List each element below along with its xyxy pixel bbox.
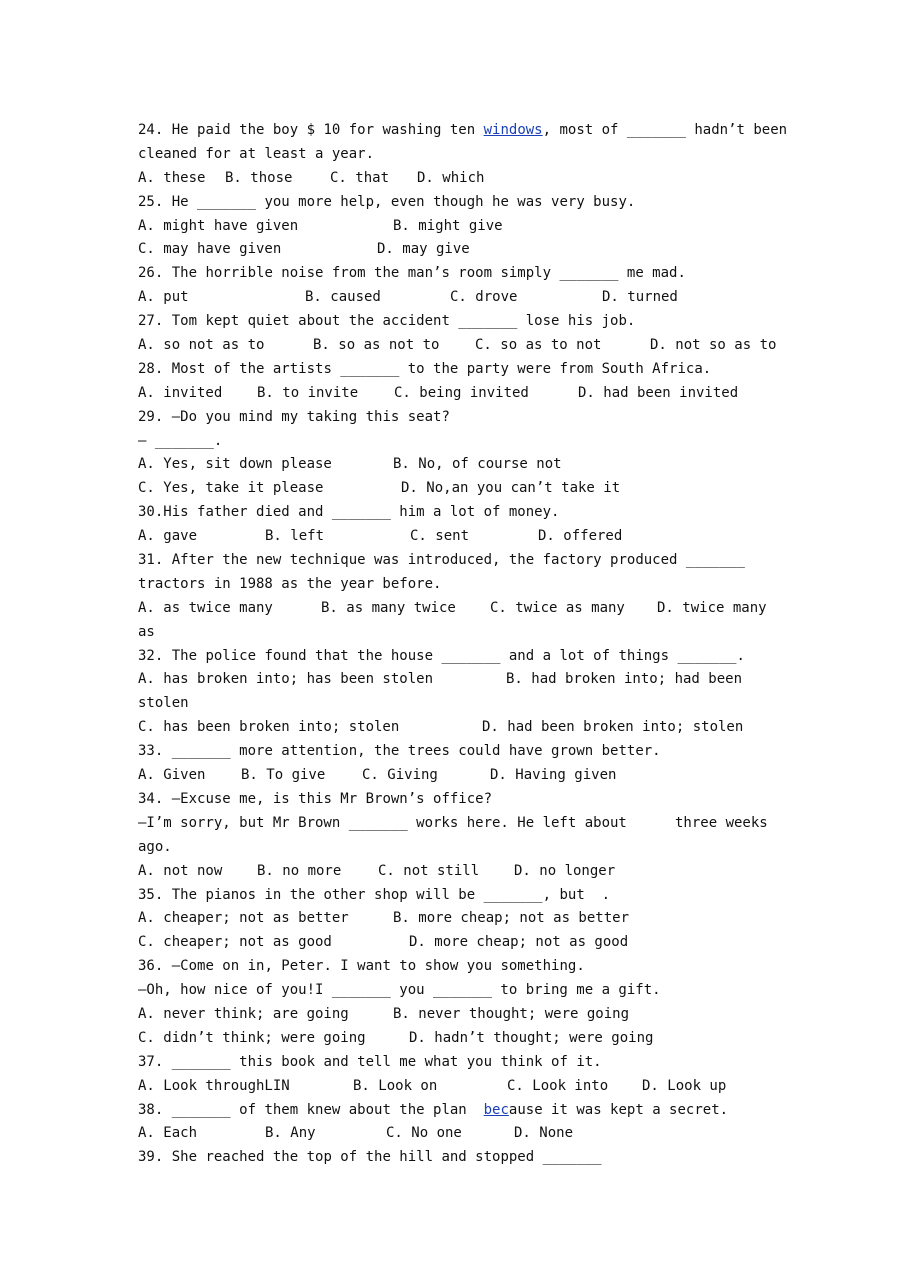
option-b: B. Any (265, 1125, 316, 1142)
question-stem: —Excuse me, is this Mr Brown’s office? (171, 790, 493, 807)
question-38-line-1 (138, 1099, 778, 1123)
option-c: C. sent (410, 528, 470, 545)
question-number: 30. (138, 504, 164, 521)
question-number: 32. (138, 647, 164, 664)
question-stem: —Do you mind my taking this seat? (171, 408, 450, 425)
question-25-options-row-1 (138, 215, 778, 239)
question-29-options-row-2 (138, 477, 778, 501)
option-c: C. No one (386, 1125, 462, 1142)
option-c: C. didn’t think; were going (138, 1029, 366, 1046)
option-d: D. offered (538, 528, 623, 545)
option-a: A. as twice many (138, 599, 273, 616)
question-35-line-1 (138, 884, 778, 908)
option-a: A. invited (138, 384, 223, 401)
question-35-options-row-2 (138, 931, 778, 955)
question-stem: The police found that the house _______ and a lot of things _______. (171, 647, 745, 664)
question-30-line-1 (138, 501, 778, 525)
question-stem: ause it was kept a secret. (508, 1101, 729, 1118)
question-stem: She reached the top of the hill and stopped _______ (171, 1149, 602, 1166)
option-c: C. being invited (394, 384, 529, 401)
option-b: B. more cheap; not as better (393, 910, 630, 927)
option-b: B. as many twice (321, 599, 456, 616)
question-25-options-row-2 (138, 238, 778, 262)
question-31-line-1 (138, 549, 778, 573)
option-d: D. Having given (490, 767, 617, 784)
question-36-reply: —Oh, how nice of you!I _______ you _______ to bring me a gift. (138, 982, 661, 999)
question-number: 33. (138, 743, 164, 760)
option-c: C. may have given (138, 241, 282, 258)
question-33-options (138, 764, 778, 788)
option-d: D. twice many (657, 599, 767, 616)
question-number: 38. (138, 1101, 164, 1118)
reply-text: —I’m sorry, but Mr Brown _______ works here. He left about (138, 814, 627, 831)
question-stem: After the new technique was introduced, the factory produced _______ (171, 552, 745, 569)
question-36-options-row-1 (138, 1003, 778, 1027)
question-number: 27. (138, 313, 164, 330)
option-a: A. cheaper; not as better (138, 910, 349, 927)
question-31-option-wrap: as (138, 623, 155, 640)
question-number: 34. (138, 790, 164, 807)
option-d: D. hadn’t thought; were going (409, 1029, 654, 1046)
question-26-line-1 (138, 262, 778, 286)
question-list (138, 119, 788, 1170)
option-a: A. Given (138, 767, 206, 784)
question-29-line-1 (138, 406, 778, 430)
option-c: C. that (330, 169, 390, 186)
question-39-line-1 (138, 1146, 778, 1170)
question-24-line-1 (138, 119, 788, 143)
question-27-options (138, 334, 778, 358)
option-d: D. No,an you can’t take it (401, 480, 621, 497)
option-b: B. Look on (353, 1077, 438, 1094)
hyperlink-bec[interactable]: bec (483, 1101, 509, 1118)
question-37-options (138, 1075, 778, 1099)
option-d: D. not so as to (650, 337, 777, 354)
question-35-options-row-1 (138, 907, 778, 931)
option-a: A. never think; are going (138, 1005, 349, 1022)
option-c: C. has been broken into; stolen (138, 719, 400, 736)
question-34-line-1 (138, 788, 778, 812)
question-number: 24. (138, 122, 164, 138)
question-stem: Most of the artists _______ to the party were from South Africa. (171, 360, 712, 377)
question-33-line-1 (138, 740, 778, 764)
question-stem: —Come on in, Peter. I want to show you something. (171, 958, 585, 975)
question-36-line-1 (138, 955, 778, 979)
question-number: 26. (138, 265, 164, 282)
question-32-options-row-2 (138, 716, 778, 740)
option-d: D. had been invited (578, 384, 739, 401)
question-34-reply (138, 812, 778, 836)
question-27-line-1 (138, 310, 778, 334)
question-31-line-2: tractors in 1988 as the year before. (138, 575, 442, 592)
option-d: D. Look up (642, 1077, 727, 1094)
question-36-options-row-2 (138, 1027, 778, 1051)
option-a: A. Look throughLIN (138, 1077, 290, 1094)
question-26-options (138, 286, 778, 310)
question-38-options (138, 1122, 778, 1146)
question-31-options (138, 597, 778, 621)
question-stem: He _______ you more help, even though he was very busy. (171, 193, 636, 210)
option-c: C. not still (378, 862, 480, 879)
option-c: C. Look into (507, 1077, 609, 1094)
question-24-line-2: cleaned for at least a year. (138, 145, 375, 162)
option-d: D. turned (602, 289, 678, 306)
option-b: B. left (265, 528, 325, 545)
option-c: C. Giving (362, 767, 438, 784)
question-stem: _______ of them knew about the plan (171, 1101, 484, 1118)
question-25-line-1 (138, 191, 778, 215)
option-b: B. never thought; were going (393, 1005, 630, 1022)
option-d: D. had been broken into; stolen (482, 719, 744, 736)
option-d: D. None (514, 1125, 574, 1142)
question-32-options-row-1 (138, 668, 778, 692)
option-b: B. caused (305, 289, 381, 306)
question-34-options (138, 860, 778, 884)
question-stem: He paid the boy $ 10 for washing ten (171, 122, 484, 138)
question-stem: _______ more attention, the trees could have grown better. (171, 743, 661, 760)
option-a: A. gave (138, 528, 198, 545)
reply-text: three weeks (675, 814, 768, 831)
option-a: A. put (138, 289, 189, 306)
option-b: B. no more (257, 862, 342, 879)
option-b: B. might give (393, 217, 503, 234)
question-37-line-1 (138, 1051, 778, 1075)
question-28-line-1 (138, 358, 778, 382)
hyperlink-windows[interactable]: windows (483, 122, 543, 138)
option-d: D. may give (377, 241, 470, 258)
question-32-line-1 (138, 645, 778, 669)
option-a: A. these (138, 169, 206, 186)
option-b: B. No, of course not (393, 456, 562, 473)
question-number: 29. (138, 408, 164, 425)
option-c: C. Yes, take it please (138, 480, 324, 497)
option-a: A. Yes, sit down please (138, 456, 332, 473)
question-29-options-row-1 (138, 453, 778, 477)
option-d: D. more cheap; not as good (409, 934, 629, 951)
option-b: B. had broken into; had been (506, 671, 743, 688)
option-b: B. so as not to (313, 337, 440, 354)
question-number: 39. (138, 1149, 164, 1166)
option-a: A. so not as to (138, 337, 265, 354)
question-number: 25. (138, 193, 164, 210)
option-a: A. might have given (138, 217, 299, 234)
question-number: 28. (138, 360, 164, 377)
option-a: A. not now (138, 862, 223, 879)
option-c: C. so as to not (475, 337, 602, 354)
option-c: C. twice as many (490, 599, 625, 616)
question-32-option-wrap: stolen (138, 695, 189, 712)
question-29-reply: — _______. (138, 432, 223, 449)
option-d: D. no longer (514, 862, 616, 879)
question-stem: The pianos in the other shop will be _______, but . (171, 886, 611, 903)
question-stem: The horrible noise from the man’s room simply _______ me mad. (171, 265, 686, 282)
question-stem: Tom kept quiet about the accident _______ lose his job. (171, 313, 636, 330)
question-stem: _______ this book and tell me what you think of it. (171, 1053, 602, 1070)
option-c: C. cheaper; not as good (138, 934, 332, 951)
question-stem: , most of _______ hadn’t been (542, 122, 788, 138)
option-a: A. has broken into; has been stolen (138, 671, 434, 688)
option-b: B. to invite (257, 384, 359, 401)
option-b: B. those (225, 169, 293, 186)
question-number: 36. (138, 958, 164, 975)
option-b: B. To give (241, 767, 326, 784)
option-d: D. which (417, 169, 485, 186)
question-24-options (138, 167, 778, 191)
question-30-options (138, 525, 778, 549)
question-number: 31. (138, 552, 164, 569)
question-number: 37. (138, 1053, 164, 1070)
question-number: 35. (138, 886, 164, 903)
question-stem: His father died and _______ him a lot of money. (163, 504, 560, 521)
question-34-reply-wrap: ago. (138, 838, 172, 855)
option-a: A. Each (138, 1125, 198, 1142)
option-c: C. drove (450, 289, 518, 306)
question-28-options (138, 382, 778, 406)
